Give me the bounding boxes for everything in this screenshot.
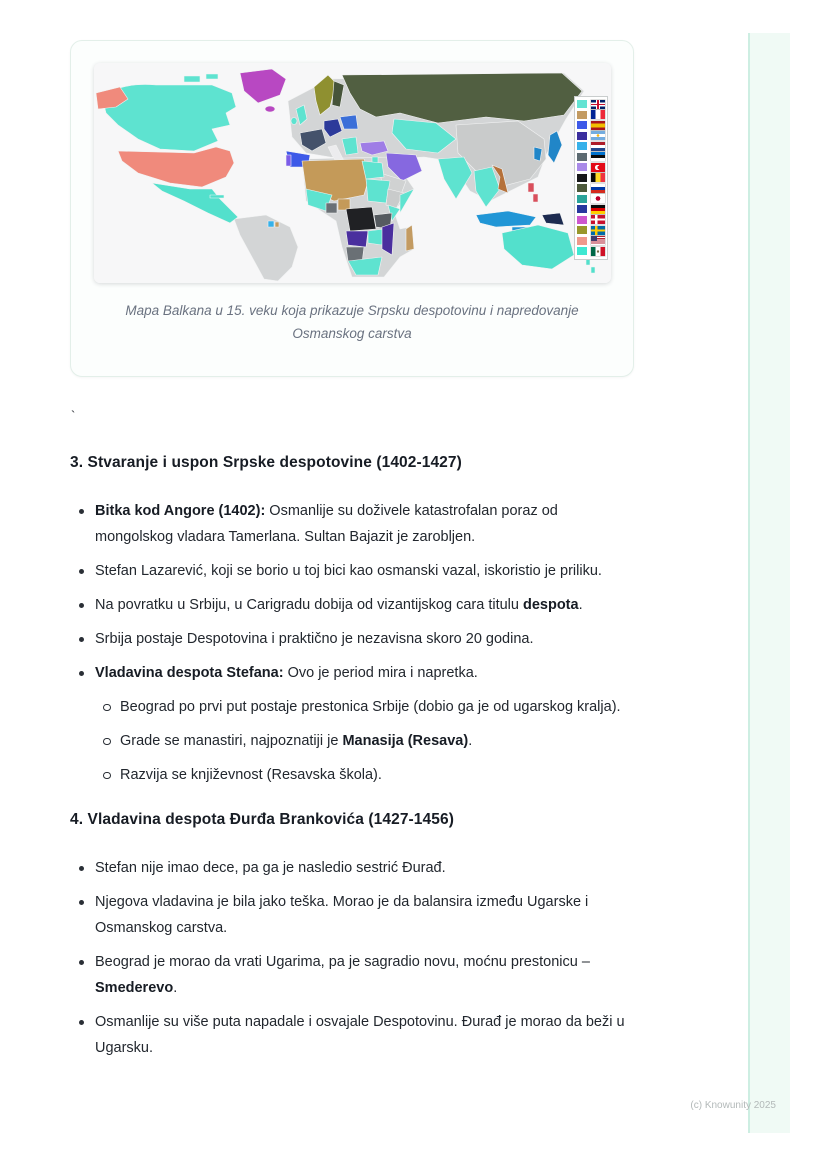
notes-content	[70, 452, 636, 1069]
country-flag-icon	[591, 131, 605, 140]
legend-row	[577, 132, 605, 141]
legend-row	[577, 121, 605, 130]
legend-color-swatch	[577, 195, 587, 203]
legend-row	[577, 153, 605, 162]
list-item	[70, 1009, 632, 1061]
list-item	[70, 498, 632, 550]
list-item-text: Osmanlije su više puta napadale i osvajale Despotovinu. Đurađ je morao da beži u Ugarsku.	[95, 1014, 625, 1056]
list-item	[70, 626, 632, 652]
region-egypt	[362, 161, 384, 179]
list-item-text: Bitka kod Angore (1402): Osmanlije su doživele katastrofalan poraz od mongolskog vladara Tamerlana. Sultan Bajazit je zarobljen.	[95, 503, 558, 545]
legend-row	[577, 226, 605, 235]
region-mozambique	[382, 223, 394, 255]
country-flag-icon	[591, 184, 605, 193]
list-item-text: Srbija postaje Despotovina i praktično je nezavisna skoro 20 godina.	[95, 631, 534, 647]
list-item-text: Na povratku u Srbiju, u Carigradu dobija od vizantijskog cara titulu despota.	[95, 597, 583, 613]
legend-color-swatch	[577, 121, 587, 129]
region-guyana	[268, 221, 274, 227]
region-iceland	[265, 106, 275, 112]
legend-row	[577, 247, 605, 256]
region-philippines	[533, 194, 538, 202]
bullet-list-section-3	[70, 498, 636, 788]
list-item	[70, 762, 632, 788]
legend-row	[577, 237, 605, 246]
country-flag-icon	[591, 236, 605, 245]
region-ghana	[326, 203, 337, 213]
country-flag-icon	[591, 194, 605, 203]
legend-color-swatch	[577, 216, 587, 224]
country-flag-icon	[591, 173, 605, 182]
figure-caption: Mapa Balkana u 15. veku koja prikazuje Srpsku despotovinu i napredovanje Osmanskog carstva	[125, 303, 579, 341]
legend-color-swatch	[577, 226, 587, 234]
region-suriname	[275, 222, 279, 227]
region-angola	[346, 231, 368, 247]
legend-color-swatch	[577, 237, 587, 245]
legend-row	[577, 142, 605, 151]
list-item	[70, 855, 632, 881]
legend-color-swatch	[577, 142, 587, 150]
list-item-text: Razvija se književnost (Resavska škola).	[120, 767, 382, 783]
region-portugal	[286, 155, 291, 166]
region-arctic-islands	[206, 74, 218, 79]
list-item	[70, 660, 632, 686]
region-ireland	[291, 118, 297, 125]
legend-color-swatch	[577, 100, 587, 108]
region-russia	[342, 73, 582, 123]
section-heading-4: 4. Vladavina despota Đurđa Brankovića (1427-1456)	[70, 811, 454, 828]
legend-color-swatch	[577, 132, 587, 140]
region-arctic-islands	[184, 76, 200, 82]
list-item-text: Grade se manastiri, najpoznatiji je Manasija (Resava).	[120, 733, 473, 749]
country-flag-icon	[591, 205, 605, 214]
legend-row	[577, 111, 605, 120]
list-item-text: Vladavina despota Stefana: Ovo je period mira i napretka.	[95, 665, 478, 681]
region-new-zealand	[591, 267, 595, 273]
map-legend	[574, 96, 608, 260]
map-card	[70, 40, 634, 377]
list-item-text: Beograd je morao da vrati Ugarima, pa je sagradio novu, moćnu prestonicu – Smederevo.	[95, 954, 590, 996]
next-page-edge-strip	[748, 33, 790, 1133]
list-item-text: Beograd po prvi put postaje prestonica Srbije (dobio ga je od ugarskog kralja).	[120, 699, 621, 715]
country-flag-icon	[591, 226, 605, 235]
region-nigeria	[338, 199, 350, 210]
list-item-text: Stefan Lazarević, koji se borio u toj bici kao osmanski vazal, iskoristio je priliku.	[95, 563, 602, 579]
country-flag-icon	[591, 121, 605, 130]
legend-color-swatch	[577, 247, 587, 255]
list-item	[70, 949, 632, 1001]
legend-color-swatch	[577, 174, 587, 182]
country-flag-icon	[591, 163, 605, 172]
list-item	[70, 694, 632, 720]
legend-row	[577, 216, 605, 225]
legend-row	[577, 174, 605, 183]
country-flag-icon	[591, 100, 605, 109]
region-philippines	[528, 183, 534, 192]
country-flag-icon	[591, 110, 605, 119]
map-image	[94, 63, 611, 283]
region-zambia	[368, 229, 384, 245]
legend-row	[577, 195, 605, 204]
section-heading-3: 3. Stvaranje i uspon Srpske despotovine (1402-1427)	[70, 454, 462, 471]
legend-color-swatch	[577, 163, 587, 171]
list-item	[70, 889, 632, 941]
legend-row	[577, 184, 605, 193]
stray-backtick: `	[71, 408, 76, 423]
bullet-list-section-4	[70, 855, 636, 1061]
region-caribbean	[210, 195, 224, 198]
legend-color-swatch	[577, 184, 587, 192]
legend-row	[577, 205, 605, 214]
legend-row	[577, 163, 605, 172]
copyright-watermark: (c) Knowunity 2025	[690, 1100, 776, 1111]
country-flag-icon	[591, 142, 605, 151]
legend-color-swatch	[577, 205, 587, 213]
region-new-zealand	[586, 259, 590, 265]
legend-color-swatch	[577, 153, 587, 161]
list-item-text: Njegova vladavina je bila jako teška. Morao je da balansira između Ugarske i Osmanskog carstva.	[95, 894, 589, 936]
list-item	[70, 592, 632, 618]
world-map-svg	[94, 63, 611, 283]
legend-row	[577, 100, 605, 109]
country-flag-icon	[591, 247, 605, 256]
region-drc	[346, 207, 376, 231]
list-item-text: Stefan nije imao dece, pa ga je nasledio sestrić Đurađ.	[95, 860, 446, 876]
list-item	[70, 558, 632, 584]
country-flag-icon	[591, 215, 605, 224]
legend-color-swatch	[577, 111, 587, 119]
country-flag-icon	[591, 152, 605, 161]
list-item	[70, 728, 632, 754]
